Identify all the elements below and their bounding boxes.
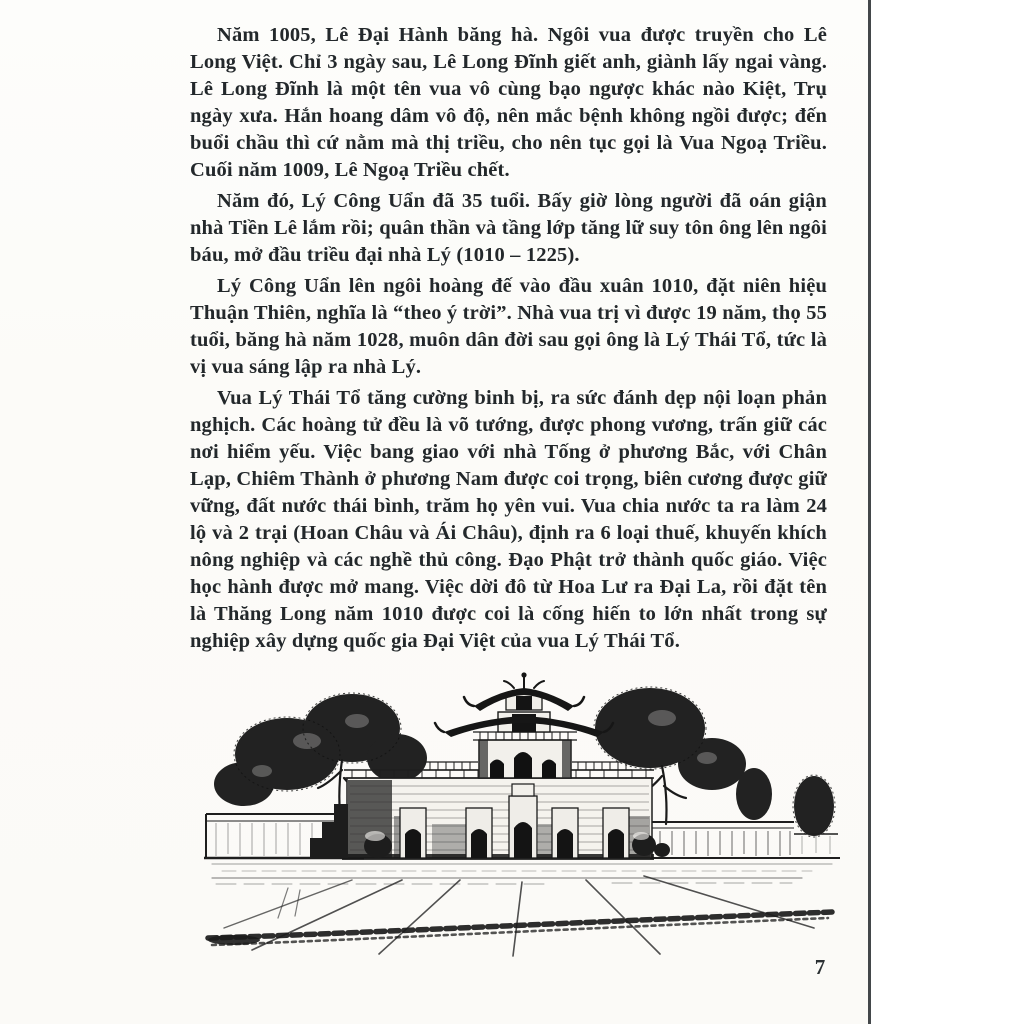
page-edge-line — [868, 0, 871, 1024]
gatehouse-platform — [473, 732, 577, 778]
paragraph: Vua Lý Thái Tổ tăng cường binh bị, ra sức đánh dẹp nội loạn phản nghịch. Các hoàng tử đều là võ tướng, được phong vương, trấn giữ các nơi hiểm yếu. Việc bang giao với nhà Tống ở phương Bắc, với Chân Lạp, Chiêm Thành ở phương Nam được coi trọng, biên cương được giữ vững, đất nước thái bình, trăm họ yên vui. Vua chia nước ta ra làm 24 lộ và 2 trại (Hoan Châu và Ái Châu), định ra 6 loại thuế, khuyến khích nông nghiệp và các nghề thủ công. Đạo Phật trở thành quốc giáo. Việc học hành được mở mang. Việc dời đô từ Hoa Lư ra Đại La, rồi đặt tên là Thăng Long năm 1010 được coi là cống hiến to lớn nhất trong sự nghiệp xây dựng quốc gia Đại Việt của vua Lý Thái Tổ. — [190, 387, 827, 652]
body-text — [190, 22, 827, 659]
page-number: 7 — [814, 955, 826, 979]
foreground-field — [208, 864, 832, 956]
paragraph: Năm đó, Lý Công Uẩn đã 35 tuổi. Bấy giờ lòng người đã oán giận nhà Tiền Lê lắm rồi; quân thần và tầng lớp tăng lữ suy tôn ông lên ngôi báu, mở đầu triều đại nhà Lý (1010 – 1225). — [190, 190, 827, 266]
paragraph: Năm 1005, Lê Đại Hành băng hà. Ngôi vua được truyền cho Lê Long Việt. Chỉ 3 ngày sau, Lê Long Đĩnh giết anh, giành lấy ngai vàng. Lê Long Đĩnh là một tên vua vô cùng bạo ngược khác nào Kiệt, Trụ ngày xưa. Hắn hoang dâm vô độ, nên mắc bệnh không ngồi được; đến buổi chầu thì cứ nằm mà thị triều, cho nên tục gọi là Vua Ngoạ Triều. Cuối năm 1009, Lê Ngoạ Triều chết. — [190, 24, 827, 181]
pavilion-tower — [435, 672, 613, 737]
citadel-gate-illustration — [192, 666, 840, 958]
paragraph: Lý Công Uẩn lên ngôi hoàng đế vào đầu xuân 1010, đặt niên hiệu Thuận Thiên, nghĩa là “theo ý trời”. Nhà vua trị vì được 19 năm, thọ 55 tuổi, băng hà năm 1028, muôn dân đời sau gọi ông là Lý Thái Tổ, tức là vị vua sáng lập ra nhà Lý. — [190, 275, 827, 378]
